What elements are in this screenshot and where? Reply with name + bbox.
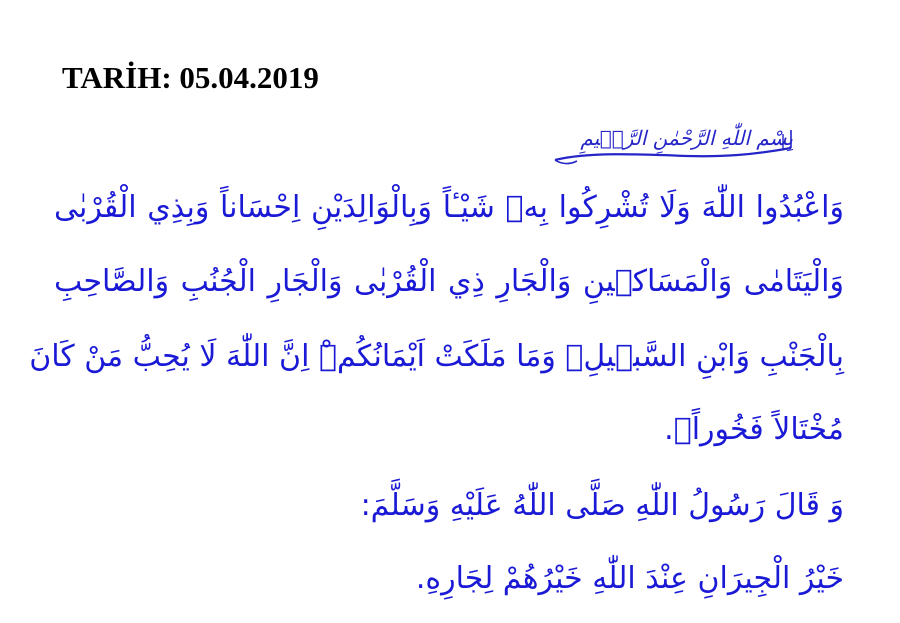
basmala-text: بِسْمِ اللّٰهِ الرَّحْمٰنِ الرَّح۪يمِ xyxy=(580,126,793,150)
hadith-intro: وَ قَالَ رَسُولُ اللّٰهِ صَلَّى اللّٰهُ عَلَيْهِ وَسَلَّمَ: xyxy=(360,488,844,523)
verse-line-2: وَالْيَتَامٰى وَالْمَسَاك۪ينِ وَالْجَارِ ذِي الْقُرْبٰى وَالْجَارِ الْجُنُبِ وَالصَّاحِبِ xyxy=(54,264,844,299)
verse-line-4: مُخْتَالاً فَخُوراًۙ. xyxy=(664,412,844,447)
hadith-text: خَيْرُ الْجِيرَانِ عِنْدَ اللّٰهِ خَيْرُهُمْ لِجَارِهِ. xyxy=(415,561,844,596)
date-heading: TARİH: 05.04.2019 xyxy=(62,60,319,95)
verse-line-3: بِالْجَنْبِ وَابْنِ السَّب۪يلِۙ وَمَا مَلَكَتْ اَيْمَانُكُمْۜ اِنَّ اللّٰهَ لَا يُحِبُّ مَنْ كَانَ xyxy=(29,339,844,374)
verse-line-1: وَاعْبُدُوا اللّٰهَ وَلَا تُشْرِكُوا بِه۪ شَيْـٔاً وَبِالْوَالِدَيْنِ اِحْسَاناً وَبِذِي الْقُرْبٰى xyxy=(54,190,844,225)
basmala-calligraphy xyxy=(547,124,797,170)
